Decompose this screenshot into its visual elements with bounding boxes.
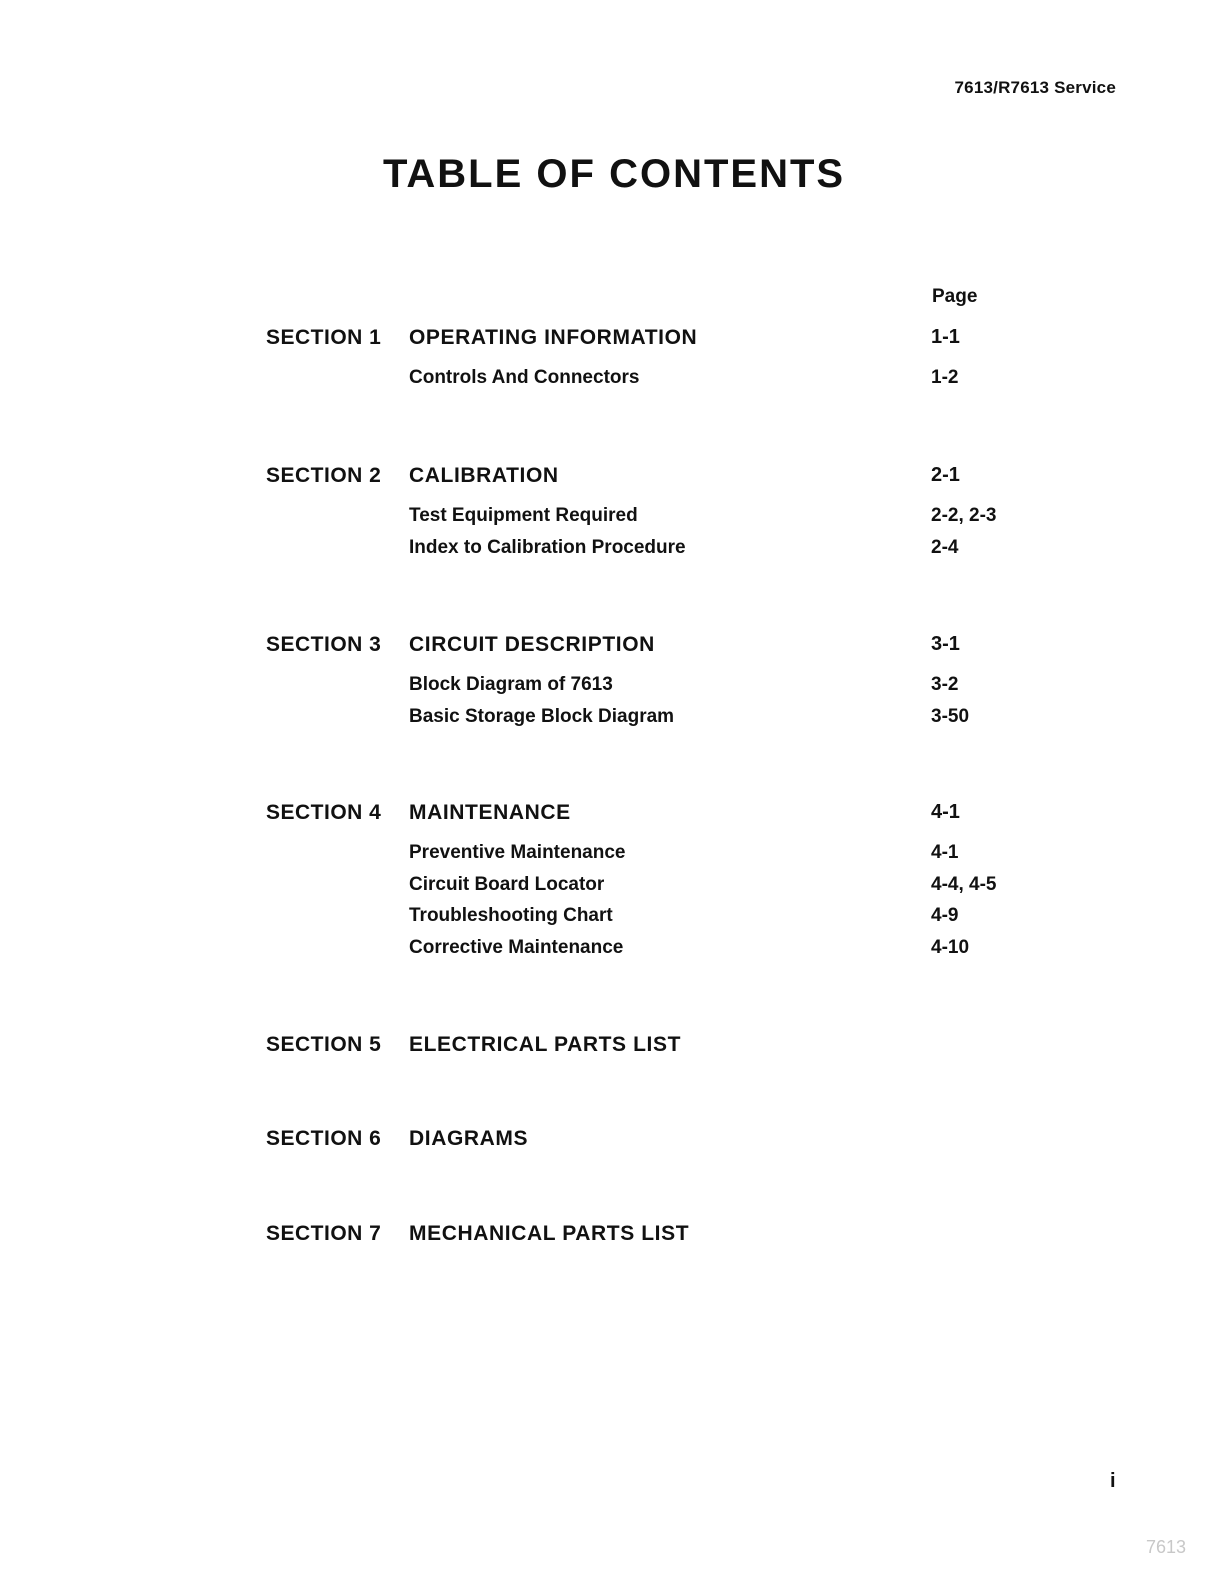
section-label: SECTION 4 (266, 801, 382, 824)
watermark: 7613 (1146, 1537, 1187, 1557)
section-title: MAINTENANCE (409, 801, 571, 824)
section-label: SECTION 7 (266, 1222, 382, 1245)
toc-entry (266, 367, 1066, 399)
toc-entry (266, 905, 1066, 937)
section-title: OPERATING INFORMATION (409, 326, 698, 349)
section-label: SECTION 5 (266, 1033, 382, 1056)
toc-entry (266, 937, 1066, 969)
entry-title: Troubleshooting Chart (409, 905, 613, 926)
page-column-header: Page (932, 286, 978, 307)
entry-title: Controls And Connectors (409, 367, 640, 388)
section-title: MECHANICAL PARTS LIST (409, 1222, 690, 1245)
toc-entry (266, 842, 1066, 874)
toc-entry (266, 674, 1066, 706)
entry-title: Block Diagram of 7613 (409, 674, 613, 695)
entry-page: 2-2, 2-3 (931, 505, 997, 526)
section-title: DIAGRAMS (409, 1127, 529, 1150)
toc-section-5 (266, 1033, 1066, 1061)
entry-title: Circuit Board Locator (409, 873, 605, 895)
toc-entry (266, 537, 1066, 569)
section-title: CALIBRATION (409, 464, 559, 487)
document-id: 7613/R7613 Service (954, 78, 1116, 97)
toc-section-1 (266, 326, 1066, 399)
entry-title: Basic Storage Block Diagram (409, 705, 675, 727)
toc-entry (266, 874, 1066, 906)
page-number: i (1110, 1470, 1116, 1492)
entry-title: Preventive Maintenance (409, 842, 626, 863)
section-label: SECTION 2 (266, 464, 382, 487)
section-page: 1-1 (931, 326, 960, 348)
entry-page: 4-4, 4-5 (931, 873, 997, 895)
section-title: ELECTRICAL PARTS LIST (409, 1033, 681, 1056)
entry-page: 1-2 (931, 367, 959, 388)
entry-page: 3-50 (931, 705, 970, 727)
entry-page: 4-9 (931, 905, 959, 926)
page-title: TABLE OF CONTENTS (382, 152, 846, 196)
toc-section-7 (266, 1222, 1066, 1250)
entry-title: Corrective Maintenance (409, 936, 624, 958)
section-label: SECTION 1 (266, 326, 382, 349)
toc-section-3 (266, 633, 1066, 737)
section-label: SECTION 6 (266, 1127, 382, 1150)
toc-section-4 (266, 801, 1066, 968)
toc-section-6 (266, 1127, 1066, 1155)
toc-entry (266, 505, 1066, 537)
section-label: SECTION 3 (266, 633, 382, 656)
section-page: 3-1 (931, 633, 960, 655)
entry-page: 4-1 (931, 842, 959, 863)
entry-title: Test Equipment Required (409, 505, 638, 526)
section-title: CIRCUIT DESCRIPTION (409, 633, 655, 656)
entry-page: 2-4 (931, 536, 959, 558)
entry-page: 4-10 (931, 936, 970, 958)
entry-title: Index to Calibration Procedure (409, 536, 686, 558)
toc-section-2 (266, 464, 1066, 568)
entry-page: 3-2 (931, 674, 959, 695)
section-page: 4-1 (931, 801, 960, 823)
section-page: 2-1 (931, 464, 960, 486)
toc-entry (266, 706, 1066, 738)
